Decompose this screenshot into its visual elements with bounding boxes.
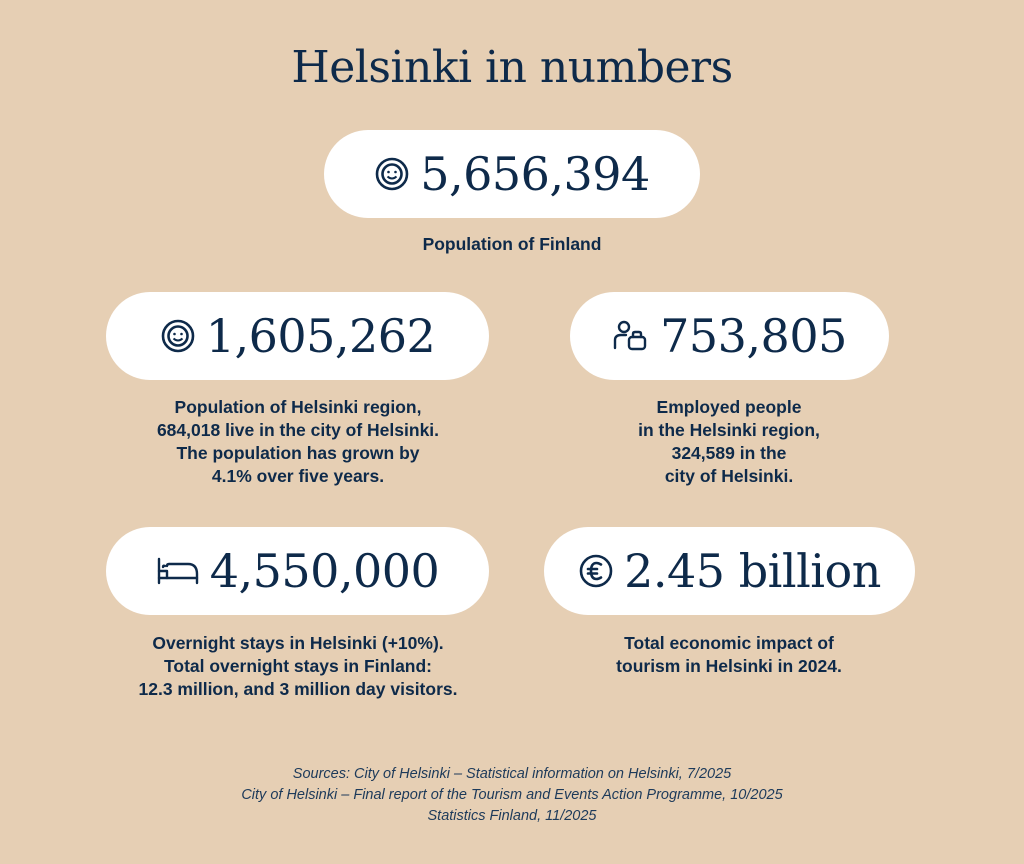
bed-icon bbox=[156, 556, 200, 586]
stat-caption-overnight-stays: Overnight stays in Helsinki (+10%). Total overnight stays in Finland: 12.3 million, and 3 million day visitors. bbox=[138, 633, 458, 699]
stat-value: 4,550,000 bbox=[209, 544, 440, 598]
stat-pill-employed bbox=[570, 292, 889, 380]
stat-pill-population-helsinki bbox=[106, 292, 489, 380]
stat-pill-population-finland bbox=[324, 130, 700, 218]
worker-briefcase-icon bbox=[612, 318, 650, 354]
source-line: Statistics Finland, 11/2025 bbox=[427, 808, 597, 824]
euro-icon bbox=[578, 553, 614, 589]
source-line: Sources: City of Helsinki – Statistical information on Helsinki, 7/2025 bbox=[292, 766, 732, 782]
person-icon bbox=[160, 318, 196, 354]
person-icon bbox=[374, 156, 410, 192]
stat-value: 1,605,262 bbox=[205, 309, 436, 363]
stat-value: 753,805 bbox=[660, 309, 847, 363]
stat-pill-overnight-stays bbox=[106, 527, 489, 615]
stat-value: 2.45 billion bbox=[624, 544, 881, 598]
page-title: Helsinki in numbers bbox=[291, 42, 733, 93]
stat-value: 5,656,394 bbox=[420, 147, 650, 201]
stat-caption-population-helsinki: Population of Helsinki region, 684,018 live in the city of Helsinki. The population has grown by 4.1% over five years. bbox=[156, 397, 440, 486]
stat-pill-economic-impact bbox=[544, 527, 915, 615]
stat-caption-population-finland: Population of Finland bbox=[422, 234, 602, 254]
sources-footer bbox=[0, 764, 1024, 827]
stat-caption-employed: Employed people in the Helsinki region, 324,589 in the city of Helsinki. bbox=[638, 397, 820, 486]
stat-caption-economic-impact: Total economic impact of tourism in Helsinki in 2024. bbox=[616, 633, 842, 676]
source-line: City of Helsinki – Final report of the Tourism and Events Action Programme, 10/2025 bbox=[241, 787, 783, 803]
